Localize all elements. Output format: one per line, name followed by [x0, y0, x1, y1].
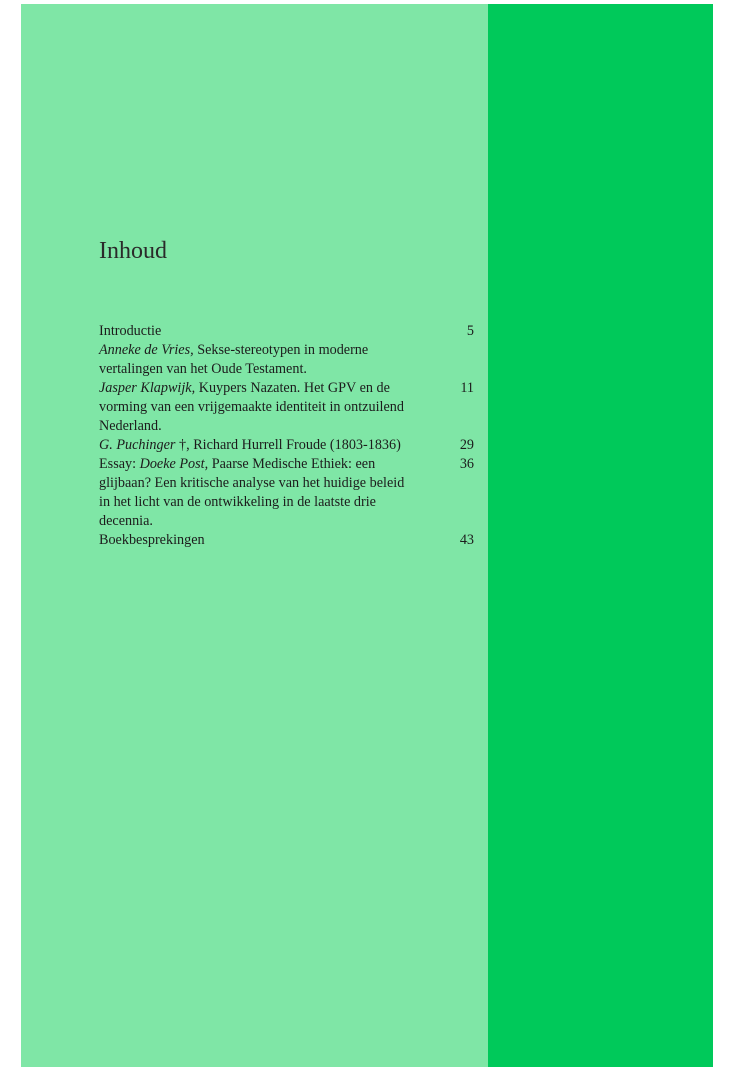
toc-entry-text: in het licht van de ontwikkeling in de laatste drie	[99, 494, 376, 510]
toc-entry-page: 11	[460, 380, 474, 396]
toc-entry-text: vorming van een vrijgemaakte identiteit in ontzuilend	[99, 399, 404, 415]
toc-entry-post	[99, 455, 479, 531]
toc-entry-author: G. Puchinger	[99, 437, 176, 453]
page-title: Inhoud	[99, 238, 167, 264]
toc-entry-text: Introductie	[99, 323, 162, 339]
toc-entry-page: 5	[466, 323, 474, 339]
toc-entry-author: Anneke de Vries,	[99, 342, 194, 358]
toc-entry-text: †, Richard Hurrell Froude (1803-1836)	[175, 437, 401, 453]
toc-entry-page: 29	[459, 437, 474, 453]
toc-entry-text: Kuypers Nazaten. Het GPV en de	[195, 380, 390, 396]
table-of-contents	[99, 322, 479, 550]
toc-entry-text: vertalingen van het Oude Testament.	[99, 361, 307, 377]
toc-entry-text: Paarse Medische Ethiek: een	[208, 456, 376, 472]
toc-entry-puchinger	[99, 436, 479, 455]
toc-entry-text: Sekse-stereotypen in moderne	[193, 342, 369, 358]
toc-entry-boekbesprekingen	[99, 531, 479, 550]
toc-entry-page: 36	[459, 456, 474, 472]
toc-entry-de-vries	[99, 341, 479, 379]
green-band	[488, 4, 713, 1067]
toc-entry-text: Boekbesprekingen	[99, 532, 205, 548]
toc-entry-introductie	[99, 322, 479, 341]
toc-entry-author: Doeke Post,	[139, 456, 209, 472]
toc-entry-text: glijbaan? Een kritische analyse van het huidige beleid	[99, 475, 405, 491]
toc-entry-page: 43	[459, 532, 474, 548]
toc-entry-prefix: Essay:	[99, 456, 140, 472]
toc-entry-klapwijk	[99, 379, 479, 436]
toc-entry-author: Jasper Klapwijk,	[99, 380, 196, 396]
toc-entry-text: decennia.	[99, 513, 153, 529]
toc-entry-text: Nederland.	[99, 418, 162, 434]
